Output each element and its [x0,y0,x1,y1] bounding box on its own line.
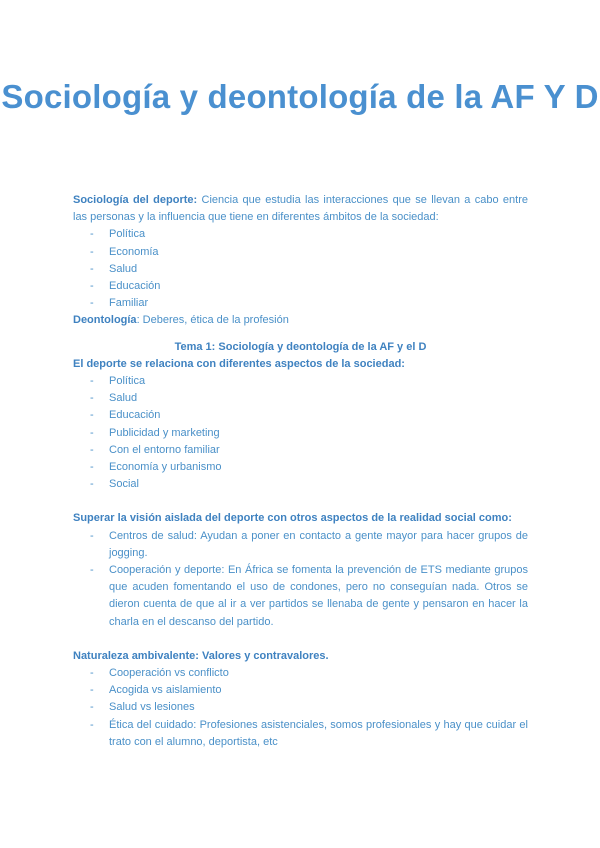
list-item: - Social [73,476,528,493]
relates-heading-text: El deporte se relaciona con diferentes aspectos de la sociedad: [73,357,405,370]
list-item: - Cooperación vs conflicto [73,665,528,682]
list-item: - Acogida vs aislamiento [73,682,528,699]
list-item: - Salud [73,390,528,407]
nature-heading [73,648,528,665]
deontology-term: Deontología [73,314,137,327]
document-body [73,192,528,751]
list-item: - Política [73,226,528,243]
society-aspects-list [73,373,528,493]
list-item: - Economía y urbanismo [73,459,528,476]
list-item: - Ética del cuidado: Profesiones asistenciales, somos profesionales y hay que cuidar el trato con el alumno, deportista, etc [73,717,528,751]
list-item: - Cooperación y deporte: En África se fomenta la prevención de ETS mediante grupos que acuden fomentando el uso de condones, pero no conseguían nada. Otros se dieron cuenta de que al ir a ver partidos se llenaba de gente y pensaron en hacer la charla en el descanso del partido. [73,562,528,631]
list-item: - Salud [73,261,528,278]
list-item: - Educación [73,407,528,424]
list-item: - Educación [73,278,528,295]
spacer [73,631,528,648]
list-item: - Familiar [73,295,528,312]
sociology-term: Sociología del deporte: [73,194,198,206]
list-item: - Publicidad y marketing [73,425,528,442]
theme1-heading [73,339,528,356]
sociology-areas-list [73,226,528,312]
overcome-heading-text: Superar la visión aislada del deporte con otros aspectos de la realidad social como: [73,512,512,525]
spacer [73,493,528,510]
list-item: - Salud vs lesiones [73,699,528,716]
theme1-heading-text: Tema 1: Sociología y deontología de la AF y el D [174,340,427,353]
list-item: - Política [73,373,528,390]
list-item: - Centros de salud: Ayudan a poner en contacto a gente mayor para hacer grupos de jogging. [73,528,528,562]
list-item: - Con el entorno familiar [73,442,528,459]
relates-heading [73,356,528,373]
sociology-definition [73,192,528,226]
document-title: Sociología y deontología de la AF Y D [1,78,599,115]
overcome-list [73,528,528,631]
deontology-definition [73,312,528,329]
nature-list [73,665,528,751]
overcome-heading [73,510,528,527]
list-item: - Economía [73,244,528,261]
nature-heading-text: Naturaleza ambivalente: Valores y contravalores. [73,649,329,662]
deontology-text: : Deberes, ética de la profesión [136,314,289,327]
sociology-text: Ciencia que estudia las interacciones que se llevan a cabo entre las personas y la influencia que tiene en diferentes ámbitos de la sociedad: [73,194,528,224]
